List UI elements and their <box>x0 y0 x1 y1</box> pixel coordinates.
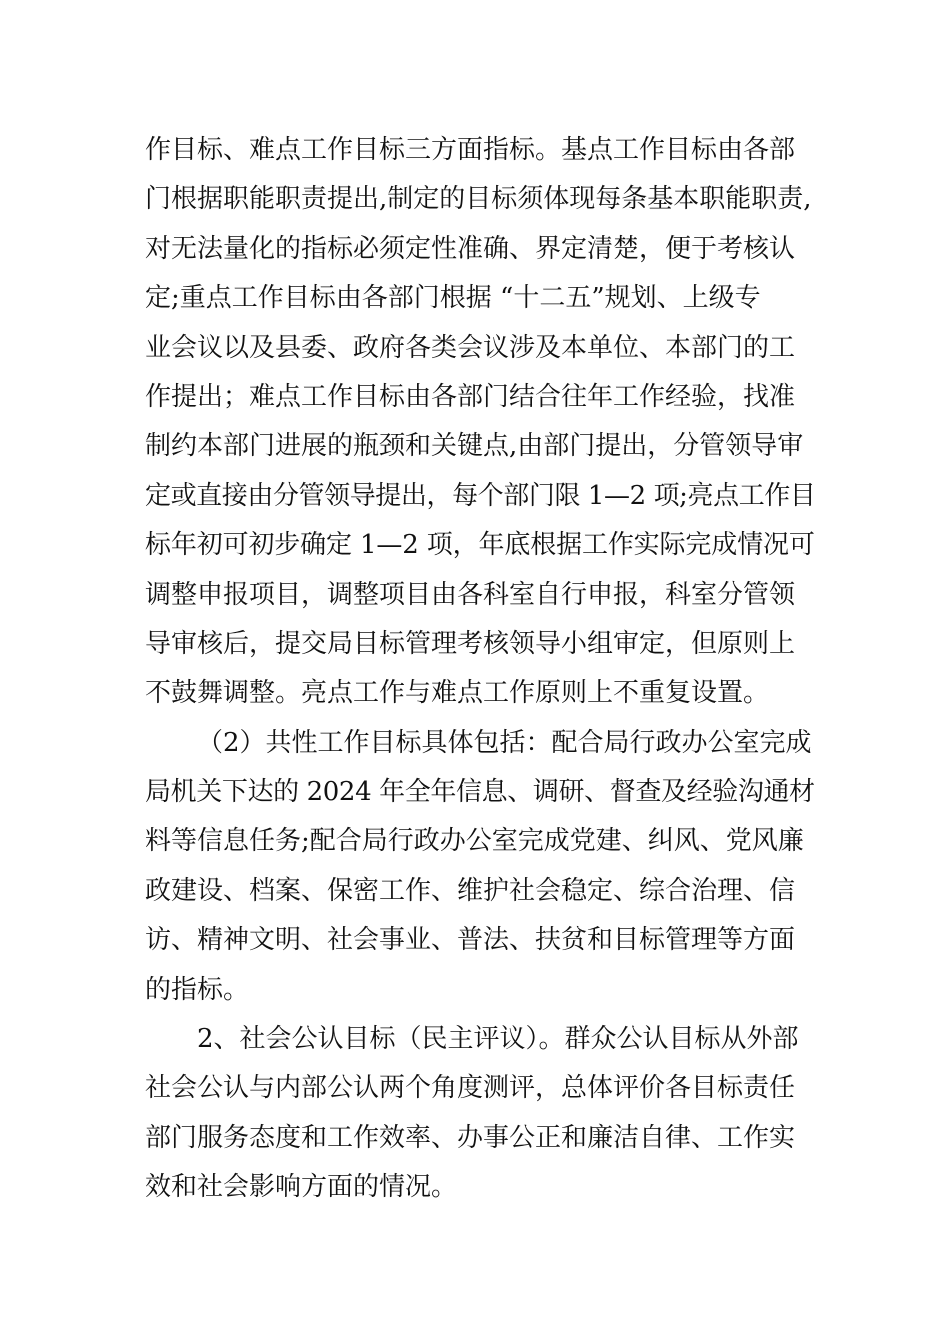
text-line: 部门服务态度和工作效率、办事公正和廉洁自律、工作实 <box>145 1122 796 1153</box>
text-line: 的指标。 <box>145 974 250 1005</box>
text-line: 定或直接由分管领导提出，每个部门限 1—2 项;亮点工作目 <box>145 480 816 511</box>
text-line: 对无法量化的指标必须定性准确、界定清楚，便于考核认 <box>145 233 796 264</box>
text-line: 作提出；难点工作目标由各部门结合往年工作经验，找准 <box>145 381 796 412</box>
text-line: 政建设、档案、保密工作、维护社会稳定、综合治理、信 <box>145 875 796 906</box>
text-line: 访、精神文明、社会事业、普法、扶贫和目标管理等方面 <box>145 925 796 956</box>
text-line: 定;重点工作目标由各部门根据 “十二五”规划、上级专 <box>145 283 761 314</box>
text-line: 社会公认与内部公认两个角度测评，总体评价各目标责任 <box>145 1073 796 1104</box>
text-line: 局机关下达的 2024 年全年信息、调研、督查及经验沟通材 <box>145 777 815 808</box>
text-line: 标年初可初步确定 1—2 项，年底根据工作实际完成情况可 <box>145 530 815 561</box>
text-line: 不鼓舞调整。亮点工作与难点工作原则上不重复设置。 <box>145 678 770 709</box>
text-line: （2）共性工作目标具体包括：配合局行政办公室完成 <box>197 727 812 758</box>
text-line: 调整申报项目，调整项目由各科室自行申报，科室分管领 <box>145 579 796 610</box>
text-line: 2、社会公认目标（民主评议）。群众公认目标从外部 <box>197 1024 799 1055</box>
document-body <box>145 126 815 1213</box>
text-line: 门根据职能职责提出,制定的目标须体现每条基本职能职责, <box>145 184 812 215</box>
text-line: 效和社会影响方面的情况。 <box>145 1172 458 1203</box>
text-line: 制约本部门进展的瓶颈和关键点,由部门提出，分管领导审 <box>145 431 804 462</box>
text-line: 料等信息任务;配合局行政办公室完成党建、纠风、党风廉 <box>145 826 804 857</box>
text-line: 导审核后，提交局目标管理考核领导小组审定，但原则上 <box>145 628 796 659</box>
text-line: 作目标、难点工作目标三方面指标。基点工作目标由各部 <box>145 135 796 165</box>
text-line: 业会议以及县委、政府各类会议涉及本单位、本部门的工 <box>145 332 796 363</box>
